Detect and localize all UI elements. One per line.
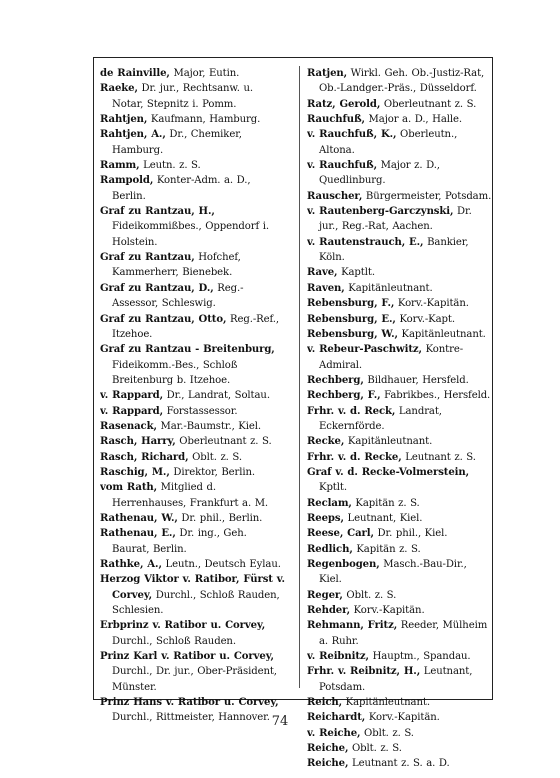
list-item [307,281,493,296]
entry-detail: Hauptm., Spandau. [368,651,471,663]
list-item [100,81,286,112]
list-item [100,480,286,511]
list-item [100,388,286,403]
list-item [307,388,493,403]
entry-detail: Kaptlt. [337,267,375,279]
entry-name: Reese, Carl, [307,528,374,540]
entry-detail: Kontre-Admiral. [319,344,464,371]
entry-detail: Dr. phil., Berlin. [177,512,263,524]
entry-name: Erbprinz v. Ratibor u. Corvey, [100,620,266,632]
entry-detail: Durchl., Schloß Rauden, Schlesien. [112,589,280,617]
entry-detail: Mitglied d. Herrenhauses, Frankfurt a. M. [112,482,269,509]
entry-detail: Dr. jur., Reg.-Rat, Aachen. [319,206,472,233]
entry-detail: Dr., Chemiker, Hamburg. [112,129,242,156]
column-divider [299,66,300,688]
entry-detail: Oblt. z. S. [188,451,242,463]
list-item [307,112,493,127]
entry-detail: Kapitänleutnant. [342,697,430,709]
entry-name: Graf zu Rantzau - Breitenburg, [100,344,275,356]
list-item [100,312,286,343]
list-item [100,204,286,250]
list-item [307,511,493,526]
entry-detail: Kapitänleutnant. [344,436,433,448]
entry-detail: Oberleutnant z. S. [175,436,272,448]
list-item [100,281,286,312]
entry-detail: Konter-Adm. a. D., Berlin. [112,175,251,202]
list-item [307,695,493,710]
entry-detail: Durchl., Rittmeister, Hannover. [112,712,270,724]
entry-name: Herzog Viktor v. Ratibor, Fürst v. Corvey, [100,574,285,601]
entry-name: Rahtjen, [100,114,148,126]
entry-name: Rebensburg, W., [307,328,398,340]
list-item [307,235,493,266]
list-item [100,649,286,695]
entry-name: v. Reibnitz, [307,651,369,663]
entry-detail: Korv.-Kapitän. [394,298,469,310]
entry-detail: Wirkl. Geh. Ob.-Justiz-Rat, Ob.-Landger.-Präs., Düsseldorf. [319,68,485,95]
list-item [100,66,286,81]
entry-detail: Dr. jur., Rechtsanw. u. Notar, Stepnitz i. Pomm. [112,83,253,110]
list-item [307,664,493,695]
entry-name: Reeps, [307,512,344,524]
entry-detail: Kapitän z. S. [351,497,420,509]
entry-name: Frhr. v. d. Recke, [307,451,402,463]
list-item [307,342,493,373]
list-item [307,204,493,235]
list-item [307,327,493,342]
entry-detail: Major a. D., Halle. [364,114,463,126]
list-item [307,404,493,435]
entry-name: Rampold, [100,175,154,187]
entry-detail: Leutn., Deutsch Eylau. [161,559,281,570]
entry-name: Ratjen, [307,68,348,79]
entry-name: Regenbogen, [307,559,380,570]
entry-name: v. Rauchfuß, K., [307,129,397,141]
entry-name: Frhr. v. Reibnitz, H., [307,666,421,678]
entry-name: Raschig, M., [100,466,170,478]
entry-detail: Kapitän z. S. [352,543,421,555]
entry-name: Graf zu Rantzau, H., [100,206,215,218]
entry-name: de Rainville, [100,68,170,79]
right-column [307,66,493,772]
entry-detail: Dr. phil., Kiel. [373,528,448,540]
entry-name: Rauscher, [307,190,363,202]
list-item [100,511,286,526]
entry-name: Rehder, [307,605,351,617]
list-item [307,526,493,541]
entry-detail: Leutn. z. S. [139,160,201,172]
list-item [307,66,493,97]
list-item [100,557,286,572]
list-item [307,189,493,204]
list-item [307,557,493,588]
entry-name: Reger, [307,589,343,601]
list-item [307,756,493,771]
entry-name: Reclam, [307,497,352,509]
entry-detail: Major z. D., Quedlinburg. [319,160,440,187]
list-item [307,296,493,311]
entry-name: Prinz Karl v. Ratibor u. Corvey, [100,651,274,663]
list-item [307,588,493,603]
entry-detail: Durchl., Schloß Rauden. [112,635,236,647]
entry-detail: Oblt. z. S. [342,589,397,601]
entry-name: Rauchfuß, [307,114,365,126]
list-item [100,572,286,618]
list-item [100,434,286,449]
entry-name: Rechberg, [307,374,364,386]
list-item [307,465,493,496]
entry-name: v. Rappard, [100,390,163,402]
entry-name: Rathenau, W., [100,512,178,524]
entry-detail: Mar.-Baumstr., Kiel. [156,420,261,432]
entry-name: Rathenau, E., [100,528,176,540]
entry-detail: Dr. ing., Geh. Baurat, Berlin. [112,528,247,555]
entry-detail: Dr., Landrat, Soltau. [162,390,270,402]
list-item [307,373,493,388]
entry-name: Reich, [307,697,343,709]
entry-name: Rahtjen, A., [100,129,166,141]
entry-detail: Reg.-Assessor, Schleswig. [112,282,244,310]
entry-detail: Oblt. z. S. [360,727,414,739]
entry-name: Rasch, Harry, [100,436,176,448]
entry-detail: Leutnant, Potsdam. [319,666,473,693]
entry-name: v. Rautenstrauch, E., [307,236,424,248]
entry-detail: Fabrikbes., Hersfeld. [380,390,491,402]
entry-name: Reichardt, [307,712,366,724]
list-item [307,603,493,618]
list-item [100,419,286,434]
entry-name: Prinz Hans v. Ratibor u. Corvey, [100,697,279,709]
entry-detail: Korv.-Kapt. [395,313,455,325]
entry-detail: Oblt. z. S. [348,743,402,755]
entry-name: Graf v. d. Recke-Volmerstein, [307,466,470,478]
entry-detail: Major, Eutin. [169,68,240,79]
entry-name: Rave, [307,267,338,279]
entry-detail: Hofchef, Kammerherr, Bienebek. [112,252,241,279]
entry-name: v. Reiche, [307,727,361,739]
entry-detail: Forstassessor. [162,405,238,417]
entry-name: Rehmann, Fritz, [307,620,398,632]
entry-name: Ratz, Gerold, [307,98,381,110]
list-item [100,526,286,557]
entry-detail: Durchl., Dr. jur., Ober-Präsident, Münster. [112,666,277,693]
entry-name: Graf zu Rantzau, D., [100,282,214,294]
entry-name: v. Rebeur-Paschwitz, [307,344,422,356]
entry-detail: Korv.-Kapitän. [365,712,440,724]
list-item [307,618,493,649]
entry-name: Graf zu Rantzau, [100,252,195,264]
list-item [307,434,493,449]
entry-detail: Oberleutnant z. S. [380,98,477,110]
list-item [100,127,286,158]
entry-name: Reiche, [307,758,349,770]
entry-detail: Direktor, Berlin. [169,466,256,478]
entry-name: Recke, [307,436,345,448]
entry-detail: Kptlt. [319,482,347,494]
entry-name: Rebensburg, F., [307,298,395,310]
entry-name: Rathke, A., [100,559,162,570]
entry-name: Raven, [307,282,345,294]
list-item [307,312,493,327]
entry-detail: Fideikomm.-Bes., Schloß Breitenburg b. Itzehoe. [112,359,238,386]
list-item [307,158,493,189]
entry-name: Ramm, [100,160,140,172]
entry-detail: Kaufmann, Hamburg. [147,114,261,126]
page-number: 74 [271,714,289,729]
entry-name: Raeke, [100,83,138,95]
entry-detail: Leutnant z. S. [401,451,476,463]
entry-detail: Oberleutn., Altona. [319,129,458,156]
entry-detail: Bürgermeister, Potsdam. [362,190,492,202]
entry-detail: Kapitänleutnant. [344,282,433,294]
entry-name: vom Rath, [100,482,158,494]
entry-name: Rasenack, [100,420,157,432]
list-item [307,450,493,465]
list-item [307,741,493,756]
entry-detail: Leutnant z. S. a. D. [348,758,450,770]
entry-detail: Reg.-Ref., Itzehoe. [112,313,280,340]
left-column [100,66,286,726]
list-item [307,496,493,511]
entry-detail: Bildhauer, Hersfeld. [363,374,469,386]
entry-name: v. Rautenberg-Garczynski, [307,206,454,218]
list-item [100,618,286,649]
list-item [307,542,493,557]
list-item [100,158,286,173]
entry-name: Rechberg, F., [307,390,381,402]
list-item [100,250,286,281]
entry-detail: Masch.-Bau-Dir., Kiel. [319,559,467,586]
entry-detail: Bankier, Köln. [319,236,469,264]
list-item [100,173,286,204]
entry-name: v. Rappard, [100,405,163,417]
entry-name: Graf zu Rantzau, Otto, [100,313,227,325]
entry-name: v. Rauchfuß, [307,160,378,172]
entry-detail: Leutnant, Kiel. [343,512,423,524]
entry-detail: Kapitänleutnant. [397,328,486,340]
entry-name: Frhr. v. d. Reck, [307,405,396,417]
entry-name: Rebensburg, E., [307,313,396,325]
list-item [307,265,493,280]
list-item [307,649,493,664]
entry-detail: Fideikommißbes., Oppendorf i. Holstein. [112,221,269,248]
entry-name: Rasch, Richard, [100,451,189,463]
list-item [100,112,286,127]
list-item [100,404,286,419]
list-item [100,450,286,465]
entry-detail: Landrat, Eckernförde. [319,405,442,432]
entry-name: Redlich, [307,543,353,555]
entry-detail: Korv.-Kapitän. [350,605,425,617]
list-item [100,465,286,480]
list-item [307,97,493,112]
entry-name: Reiche, [307,743,349,755]
entry-detail: Reeder, Mülheim a. Ruhr. [319,620,488,647]
list-item [307,127,493,158]
list-item [100,342,286,388]
